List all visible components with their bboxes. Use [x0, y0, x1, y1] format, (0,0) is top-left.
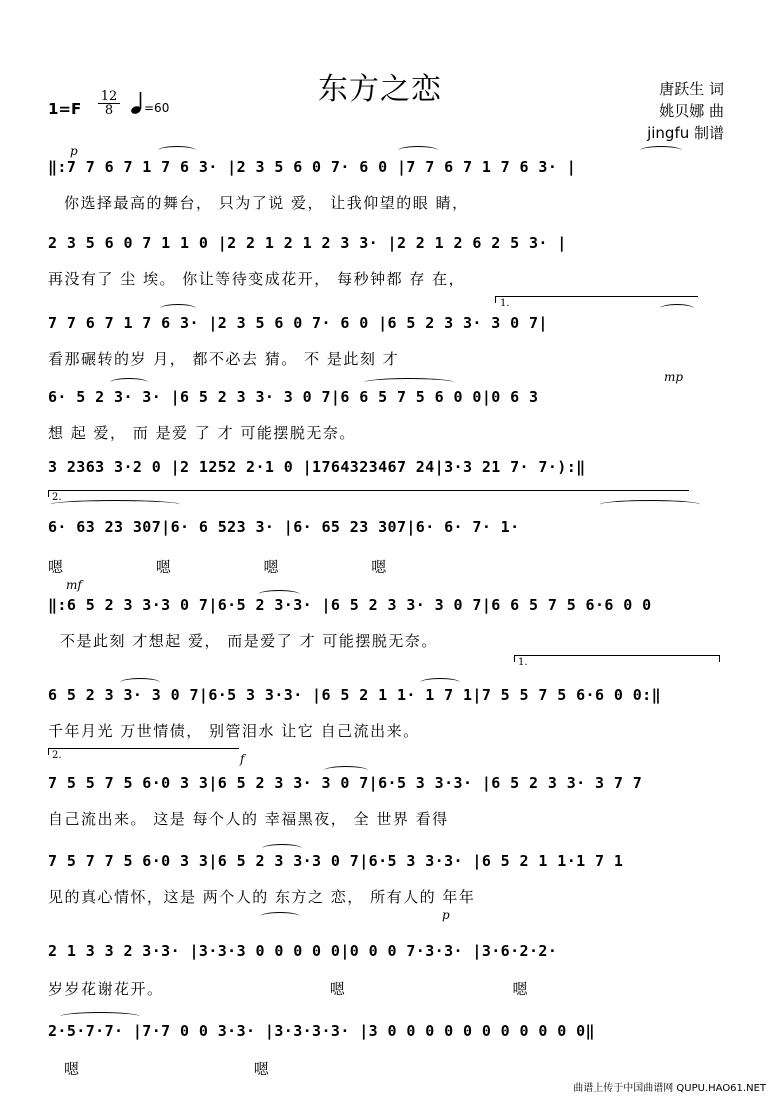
slur [110, 378, 148, 387]
score-line-notes: 2·5·7·7· |7·7 0 0 3·3· |3·3·3·3· |3 0 0 0 0 0 0 0 0 0 0 0‖ [48, 1022, 595, 1040]
volta-label: 1. [518, 657, 528, 668]
slur [158, 146, 196, 155]
lyricist-credit: 唐跃生 词 [659, 80, 724, 98]
score-line-lyrics: 千年月光 万世情债， 别管泪水 让它 自己流出来。 [48, 722, 420, 740]
volta-bracket [48, 748, 239, 755]
score-line-notes: 3 2363 3·2 0 |2 1252 2·1 0 |1764323467 24|3·3 21 7· 7·):‖ [48, 458, 586, 476]
score-line-notes: 7 7 6 7 1 7 6 3· |2 3 5 6 0 7· 6 0 |6 5 2 3 3· 3 0 7| [48, 314, 548, 332]
score-line-notes: 2 1 3 3 2 3·3· |3·3·3 0 0 0 0 0|0 0 0 7·3·3· |3·6·2·2· [48, 942, 558, 960]
time-signature [98, 90, 120, 117]
score-line-notes: 2 3 5 6 0 7 1 1 0 |2 2 1 2 1 2 3 3· |2 2 1 2 6 2 5 3· | [48, 234, 567, 252]
slur [160, 304, 196, 313]
time-signature-denominator: 8 [104, 103, 114, 118]
dynamic-mark: mp [664, 370, 684, 384]
dynamic-mark: p [70, 144, 78, 158]
score-line-notes: 6· 5 2 3· 3· |6 5 2 3 3· 3 0 7|6 6 5 7 5 6 0 0|0 6 3 [48, 388, 539, 406]
score-line-notes: 6 5 2 3 3· 3 0 7|6·5 3 3·3· |6 5 2 1 1· 1 7 1|7 5 5 7 5 6·6 0 0:‖ [48, 686, 661, 704]
score-line-notes: ‖:7 7 6 7 1 7 6 3· |2 3 5 6 0 7· 6 0 |7 7 6 7 1 7 6 3· | [48, 158, 577, 176]
score-line-notes: 7 5 5 7 5 6·0 3 3|6 5 2 3 3· 3 0 7|6·5 3 3·3· |6 5 2 3 3· 3 7 7 [48, 774, 643, 792]
slur [398, 146, 438, 155]
score-line-lyrics: 岁岁花谢花开。 嗯 嗯 [48, 980, 530, 998]
slur [640, 146, 682, 155]
slur [260, 912, 300, 921]
score-line-notes: 7 5 7 7 5 6·0 3 3|6 5 2 3 3·3 0 7|6·5 3 3·3· |6 5 2 1 1·1 7 1 [48, 852, 624, 870]
dynamic-mark: mf [66, 578, 82, 592]
score-line-lyrics: 想 起 爱， 而 是爱 了 才 可能摆脱无奈。 [48, 424, 356, 442]
page-title: 东方之恋 [318, 72, 442, 107]
score-line-notes: 6· 63 23 307|6· 6 523 3· |6· 65 23 307|6· 6· 7· 1· [48, 518, 520, 536]
volta-label: 1. [500, 298, 510, 309]
volta-bracket [48, 490, 689, 497]
slur [60, 1012, 140, 1021]
dynamic-mark: f [240, 752, 245, 766]
slur [600, 500, 700, 509]
slur [364, 378, 454, 387]
score-line-lyrics: 你选择最高的舞台， 只为了说 爱， 让我仰望的眼 睛， [64, 194, 469, 212]
score-line-lyrics: 嗯 嗯 嗯 嗯 [48, 558, 387, 576]
score-line-notes: ‖:6 5 2 3 3·3 0 7|6·5 2 3·3· |6 5 2 3 3· 3 0 7|6 6 5 7 5 6·6 0 0 [48, 596, 652, 614]
volta-label: 2. [52, 750, 62, 761]
score-line-lyrics: 自己流出来。 这是 每个人的 幸福黑夜， 全 世界 看得 [48, 810, 449, 828]
time-signature-numerator: 12 [98, 90, 120, 104]
score-line-lyrics: 看那碾转的岁 月， 都不必去 猜。 不 是此刻 才 [48, 350, 400, 368]
score-line-lyrics: 见的真心情怀，这是 两个人的 东方之 恋， 所有人的 年年 [48, 888, 476, 906]
slur [660, 304, 694, 313]
volta-label: 2. [52, 492, 62, 503]
volta-bracket [514, 655, 720, 662]
volta-bracket [495, 296, 698, 303]
key-signature: 1=F [48, 100, 82, 118]
dynamic-mark: p [442, 908, 450, 922]
composer-credit: 姚贝娜 曲 [659, 102, 724, 120]
score-line-lyrics: 不是此刻 才想起 爱， 而是爱了 才 可能摆脱无奈。 [60, 632, 438, 650]
score-line-lyrics: 嗯 嗯 [64, 1060, 269, 1078]
score-line-lyrics: 再没有了 尘 埃。 你让等待变成花开， 每秒钟都 存 在， [48, 270, 466, 288]
tempo-marking: =60 [144, 101, 170, 115]
transcriber-credit: jingfu 制谱 [647, 124, 724, 142]
slur [50, 500, 180, 509]
watermark: 曲谱上传于中国曲谱网 QUPU.HAO61.NET [573, 1083, 766, 1094]
